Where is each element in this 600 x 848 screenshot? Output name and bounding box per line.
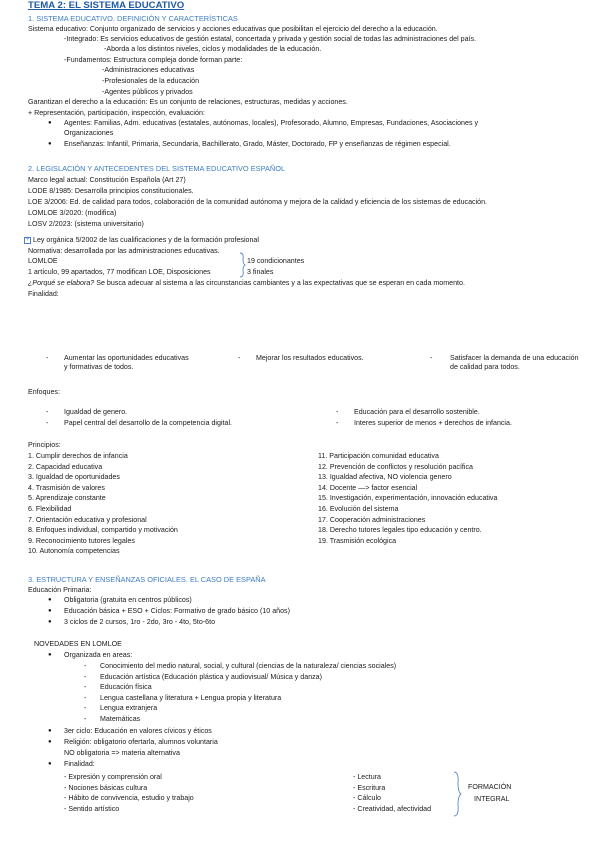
articulo: 1 artículo, 99 apartados, 77 modifican LOE, Disposiciones <box>28 268 211 276</box>
principio-item: 11. Participación comunidad educativa <box>318 452 439 460</box>
bullet-icon: ● <box>48 728 52 734</box>
s1-bullet-agentes: Agentes: Familias, Adm. educativas (estatales, autónomas, locales), Profesorado, Alumno, Empresas, Fundaciones, Asociaciones y <box>64 119 479 127</box>
anchor-icon: + <box>25 237 30 243</box>
integral-label: INTEGRAL <box>474 795 510 803</box>
finalidad-item: - Expresión y comprensión oral <box>64 773 162 781</box>
lomloe: LOMLOE 3/2020: (modifica) <box>28 209 117 217</box>
no-obligatoria: NO obligatoria => materia alternativa <box>64 749 180 757</box>
novedades-heading: NOVEDADES EN LOMLOE <box>34 640 122 648</box>
porque: ¿Porqué se elabora? Se busca adecuar al sistema a las circunstancias cambiantes y a las expectativas que se esperan en cada momento. <box>28 279 465 287</box>
enf-item-3: Educación para el desarrollo sostenible. <box>354 408 480 416</box>
enf-item-1: Igualdad de genero. <box>64 408 128 416</box>
fin-item-2: Mejorar los resultados educativos. <box>256 354 364 362</box>
primaria-1: Obligatoria (gratuita en centros públicos) <box>64 596 192 604</box>
principio-item: 7. Orientación educativa y profesional <box>28 515 147 524</box>
s1-line-4: -Fundamentos: Estructura compleja donde forman parte: <box>64 56 243 64</box>
bullet-icon: ● <box>48 597 52 603</box>
lode: LODE 8/1985: Desarrolla principios constitucionales. <box>28 187 194 195</box>
religion: Religión: obligatorio ofertarla, alumnos voluntaria <box>64 738 218 746</box>
section-3-heading: 3. ESTRUCTURA Y ENSEÑANZAS OFICIALES. EL CASO DE ESPAÑA <box>28 575 266 584</box>
formacion-label: FORMACIÓN <box>468 783 512 791</box>
principio-item: 14. Docente —> factor esencial <box>318 483 418 492</box>
dash-icon: - <box>46 408 49 416</box>
fin-item-1: Aumentar las oportunidades educativas y formativas de todos. <box>64 354 189 371</box>
dash-icon: - <box>84 693 87 702</box>
s1-line-3: -Aborda a los distintos niveles, ciclos y modalidades de la educación. <box>104 45 322 53</box>
lomloe-label: LOMLOE <box>28 257 58 265</box>
fin-item-3: Satisfacer la demanda de una educación de calidad para todos. <box>450 354 579 371</box>
dash-icon: - <box>46 354 49 362</box>
condicionantes: 19 condicionantes <box>247 257 305 265</box>
tercer-ciclo: 3er ciclo: Educación en valores cívicos y éticos <box>64 727 212 735</box>
dash-icon: - <box>84 662 87 670</box>
principio-item: 12. Prevención de conflictos y resolución pacífica <box>318 462 473 471</box>
finalidad-label: Finalidad: <box>28 290 59 298</box>
bullet-icon: ● <box>48 739 52 745</box>
s1-bullet-agentes-cont: Organizaciones <box>64 129 114 137</box>
s1-line-7: -Agentes públicos y privados <box>102 88 193 96</box>
enfoques-label: Enfoques: <box>28 388 60 396</box>
principio-item: 16. Evolución del sistema <box>318 505 399 513</box>
page-title: TEMA 2: EL SISTEMA EDUCATIVO <box>28 0 185 11</box>
principio-item: 8. Enfoques individual, compartido y motivación <box>28 526 178 535</box>
dash-icon: - <box>336 419 339 427</box>
bullet-icon: ● <box>48 761 52 767</box>
principio-item: 5. Aprendizaje constante <box>28 494 106 503</box>
dash-icon: - <box>238 354 241 362</box>
dash-icon: - <box>336 408 339 416</box>
principio-item: 17. Cooperación administraciones <box>318 515 426 524</box>
finalidad-item: - Escritura <box>353 783 386 792</box>
principio-item: 4. Trasmisión de valores <box>28 483 105 492</box>
finalidad-3-label: Finalidad: <box>64 760 95 768</box>
loe: LOE 3/2006: Ed. de calidad para todos, colaboración de la comunidad autónoma y mejora de la calidad y eficiencia de los sistemas de educación. <box>28 198 488 206</box>
dash-icon: - <box>84 715 87 723</box>
brace-icon <box>452 771 462 817</box>
finalidad-item: - Lectura <box>353 773 381 781</box>
principios-label: Principios: <box>28 441 61 449</box>
principio-item: 9. Reconocimiento tutores legales <box>28 536 135 545</box>
area-item: Lengua castellana y literatura + Lengua propia y literatura <box>100 693 282 702</box>
organizada: Organizada en areas: <box>64 651 133 659</box>
principio-item: 13. Igualdad afectiva, NO violencia genero <box>318 473 452 482</box>
normativa: Normativa: desarrollada por las administraciones educativas. <box>28 247 220 255</box>
principio-item: 2. Capacidad educativa <box>28 462 103 471</box>
s1-line-5: -Administraciones educativas <box>102 66 195 74</box>
bullet-icon: ● <box>48 619 52 625</box>
finalidad-item: - Sentido artístico <box>64 804 120 813</box>
losv: LOSV 2/2023: (sistema universitario) <box>28 220 144 228</box>
bullet-icon: ● <box>48 141 52 147</box>
dash-icon: - <box>430 354 433 362</box>
s1-line-1: Sistema educativo: Conjunto organizado de servicios y acciones educativas que posibilitan el ejercicio del derecho a la educación. <box>28 25 438 33</box>
bullet-icon: ● <box>48 652 52 658</box>
marco-legal: Marco legal actual: Constitución Española (Art 27) <box>28 176 186 184</box>
enf-item-4: Interes superior de menos + derechos de infancia. <box>354 419 512 427</box>
section-2-heading: 2. LEGISLACIÓN Y ANTECEDENTES DEL SISTEMA EDUCATIVO ESPAÑOL <box>28 164 286 173</box>
area-item: Educación física <box>100 683 152 692</box>
s1-line-6: -Profesionales de la educación <box>102 77 200 85</box>
dash-icon: - <box>84 683 87 692</box>
s1-line-8: Garantizan el derecho a la educación: Es un conjunto de relaciones, estructuras, medidas y acciones. <box>28 98 348 106</box>
area-item: Educación artística (Educación plástica y audiovisual/ Música y danza) <box>100 672 322 681</box>
finalidad-item: - Creatividad, afectividad <box>353 804 432 813</box>
area-item: Matemáticas <box>100 715 141 723</box>
ley-organica: Ley orgánica 5/2002 de las cualificaciones y de la formación profesional <box>33 236 259 244</box>
primaria-2: Educación básica + ESO + Ciclos: Formativo de grado básico (10 años) <box>64 607 290 615</box>
primaria-label: Educación Primaria: <box>28 586 92 594</box>
finalidad-item: - Hábito de convivencia, estudio y trabajo <box>64 794 194 803</box>
primaria-3: 3 ciclos de 2 cursos, 1ro - 2do, 3ro - 4to, 5to-6to <box>64 618 216 626</box>
brace-icon <box>238 252 246 278</box>
area-item: Lengua extranjera <box>100 704 158 713</box>
bullet-icon: ● <box>48 120 52 126</box>
principio-item: 6. Flexibilidad <box>28 505 72 513</box>
s1-bullet-ensenanzas: Enseñanzas: Infantil, Primaria, Secundaria, Bachillerato, Grado, Máster, Doctorado, FP y enseñanzas de régimen especial. <box>64 140 451 148</box>
principio-item: 1. Cumplir derechos de infancia <box>28 452 128 460</box>
finalidad-item: - Cálculo <box>353 794 381 803</box>
enf-item-2: Papel central del desarrollo de la competencia digital. <box>64 419 232 427</box>
principio-item: 15. Investigación, experimentación, innovación educativa <box>318 494 498 503</box>
dash-icon: - <box>84 704 87 713</box>
area-item: Conocimiento del medio natural, social, y cultural (ciencias de la naturaleza/ ciencias sociales) <box>100 662 397 670</box>
finalidad-item: - Nociones básicas cultura <box>64 783 148 792</box>
s1-line-2: -Integrado: Es servicios educativos de gestión estatal, concertada y privada y gestión social de todas las administraciones del país. <box>64 35 477 43</box>
finales: 3 finales <box>247 268 274 276</box>
principio-item: 3. Igualdad de oportunidades <box>28 473 120 482</box>
s1-line-9: + Representación, participación, inspección, evaluación: <box>28 109 205 117</box>
bullet-icon: ● <box>48 608 52 614</box>
principio-item: 18. Derecho tutores legales tipo educación y centro. <box>318 526 482 535</box>
dash-icon: - <box>46 419 49 427</box>
dash-icon: - <box>84 672 87 681</box>
principio-item: 10. Autonomía competencias <box>28 547 120 556</box>
principio-item: 19. Trasmisión ecológica <box>318 536 397 545</box>
section-1-heading: 1. SISTEMA EDUCATIVO. DEFINICIÓN Y CARACTERÍSTICAS <box>28 14 238 23</box>
